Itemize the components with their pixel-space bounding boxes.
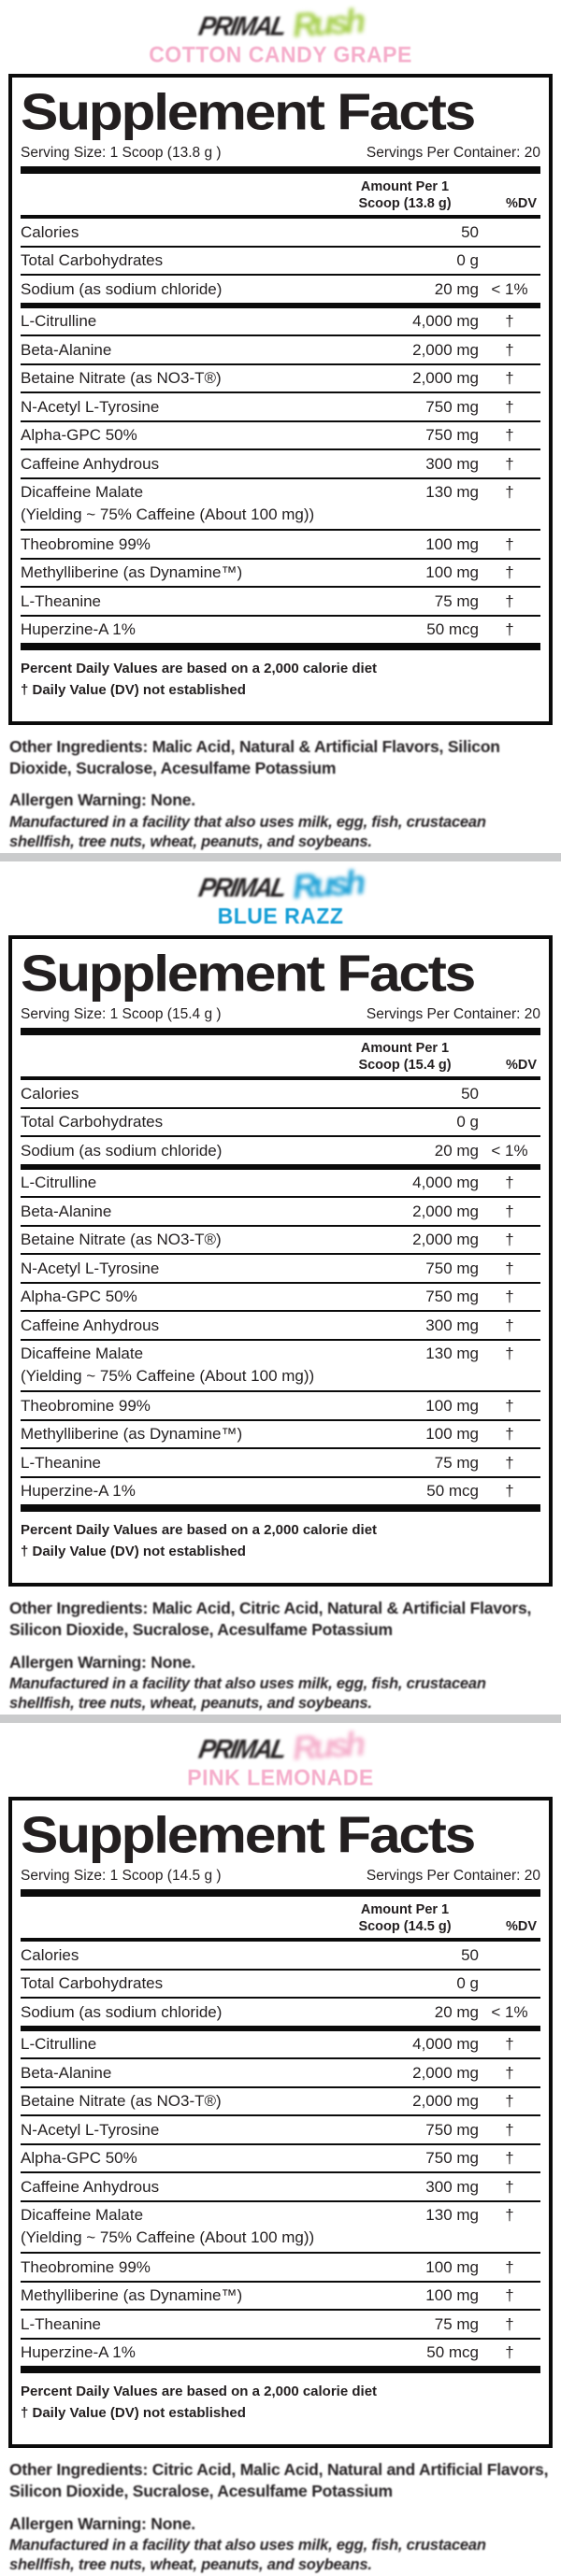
panel-pink-lemonade [0, 1723, 561, 2576]
manufactured-note: Manufactured in a facility that also uses milk, egg, fish, crustacean shellfish, tree nuts, wheat, peanuts, and soybeans. [9, 813, 486, 851]
label-footer [9, 1598, 552, 1715]
ingredient-name: Theobromine 99% [21, 2257, 151, 2276]
ingredient-name: Caffeine Anhydrous [21, 2177, 160, 2196]
table-row [21, 1392, 540, 1421]
table-row [21, 1312, 540, 1341]
amount-header-line1: Amount Per 1 [360, 1041, 450, 1057]
footnote-dv: Percent Daily Values are based on a 2,000 calorie diet [21, 1522, 378, 1539]
amount-header-line2: Scoop (13.8 g) [358, 196, 452, 212]
ingredient-dv: † [505, 454, 514, 473]
serving-info-row [21, 1006, 540, 1028]
ingredient-amount: 130 mg [425, 1345, 479, 1363]
table-row [21, 1137, 540, 1170]
ingredient-name: Beta-Alanine [21, 340, 112, 359]
table-row [21, 1284, 540, 1313]
thick-rule [21, 2366, 540, 2373]
supplement-facts-title: Supplement Facts [21, 945, 475, 1003]
table-row [21, 1109, 540, 1138]
supplement-facts-title: Supplement Facts [21, 83, 475, 141]
ingredient-amount: 750 mg [425, 2149, 479, 2168]
ingredient-dv: † [505, 2035, 514, 2054]
ingredient-name: Huperzine-A 1% [21, 2343, 136, 2362]
ingredient-dv: † [505, 2063, 514, 2082]
ingredient-dv: † [505, 534, 514, 553]
ingredient-dv: † [505, 426, 514, 445]
thick-rule [21, 643, 540, 650]
supplement-rows [21, 1080, 540, 1504]
ingredient-amount: 50 [461, 1945, 479, 1964]
table-row [21, 1971, 540, 2000]
ingredient-amount: 0 g [456, 251, 479, 270]
supplement-rows [21, 219, 540, 643]
table-row [21, 2088, 540, 2117]
manufactured-note: Manufactured in a facility that also uses milk, egg, fish, crustacean shellfish, tree nuts, wheat, peanuts, and soybeans. [9, 2536, 486, 2574]
ingredient-amount: 2,000 mg [412, 340, 479, 359]
supplement-facts-box [8, 935, 553, 1587]
ingredient-name: L-Theanine [21, 591, 102, 610]
table-row [21, 1255, 540, 1284]
column-header-row [21, 1035, 540, 1076]
ingredient-amount: 2,000 mg [412, 369, 479, 388]
table-row [21, 365, 540, 394]
serving-size: Serving Size: 1 Scoop (15.4 g ) [21, 1006, 222, 1023]
panel-divider [0, 853, 561, 861]
flavor-title: COTTON CANDY GRAPE [149, 41, 412, 67]
ingredient-dv: † [505, 1316, 514, 1334]
supplement-rows [21, 1942, 540, 2366]
serving-info-row [21, 1868, 540, 1889]
panel-divider [0, 1715, 561, 1723]
ingredient-name: N-Acetyl L-Tyrosine [21, 2120, 160, 2139]
ingredient-amount: 0 g [456, 1113, 479, 1131]
ingredient-name: Caffeine Anhydrous [21, 454, 160, 473]
serving-info-row [21, 145, 540, 166]
dv-column-header: %DV [505, 1919, 537, 1935]
panel-blue-razz [0, 861, 561, 1715]
ingredient-amount: 100 mg [425, 1396, 479, 1415]
table-row [21, 1942, 540, 1971]
supplement-facts-title: Supplement Facts [21, 1806, 475, 1864]
supplement-facts-box [8, 74, 553, 725]
other-ingredients: Other Ingredients: Malic Acid, Natural & Artificial Flavors, Silicon Dioxide, Sucralose, Acesulfame Potassium [9, 737, 500, 778]
footnotes [21, 650, 540, 716]
ingredient-dv: † [505, 1482, 514, 1501]
ingredient-name: Alpha-GPC 50% [21, 1288, 137, 1306]
ingredient-dv: < 1% [491, 2002, 528, 2021]
ingredient-amount: 20 mg [434, 1141, 479, 1160]
table-row [21, 560, 540, 589]
ingredient-amount: 4,000 mg [412, 312, 479, 331]
ingredient-dv: † [505, 620, 514, 639]
ingredient-dv: † [505, 369, 514, 388]
ingredient-dv: < 1% [491, 1141, 528, 1160]
ingredient-amount: 100 mg [425, 563, 479, 582]
table-row [21, 393, 540, 422]
ingredient-name: L-Citrulline [21, 312, 97, 331]
table-row [21, 1198, 540, 1227]
ingredient-amount: 2,000 mg [412, 1231, 479, 1249]
ingredient-name: Betaine Nitrate (as NO3-T®) [21, 1231, 222, 1249]
ingredient-amount: 50 mcg [426, 620, 479, 639]
allergen-warning: Allergen Warning: None. [9, 1652, 195, 1672]
ingredient-name: Total Carbohydrates [21, 1974, 164, 1993]
ingredient-dv: † [505, 591, 514, 610]
ingredient-amount: 20 mg [434, 2002, 479, 2021]
amount-header-line1: Amount Per 1 [360, 179, 450, 194]
ingredient-dv: † [505, 1396, 514, 1415]
ingredient-amount: 2,000 mg [412, 2092, 479, 2111]
table-row [21, 479, 540, 532]
ingredient-name: Betaine Nitrate (as NO3-T®) [21, 369, 222, 388]
ingredient-name: Dicaffeine Malate [21, 2206, 144, 2225]
ingredient-name: N-Acetyl L-Tyrosine [21, 397, 160, 416]
allergen-warning: Allergen Warning: None. [9, 790, 195, 810]
table-row [21, 2254, 540, 2283]
ingredient-subtext: (Yielding ~ 75% Caffeine (About 100 mg)) [21, 1367, 315, 1386]
ingredient-name: Theobromine 99% [21, 534, 151, 553]
ingredient-name: Huperzine-A 1% [21, 1482, 136, 1501]
ingredient-dv: † [505, 1453, 514, 1472]
ingredient-amount: 2,000 mg [412, 1202, 479, 1220]
ingredient-dv: < 1% [491, 279, 528, 298]
ingredient-name: Alpha-GPC 50% [21, 2149, 137, 2168]
table-row [21, 2173, 540, 2202]
amount-column-header [335, 1901, 475, 1935]
amount-column-header [335, 178, 475, 212]
ingredient-name: Methylliberine (as Dynamine™) [21, 1425, 243, 1444]
panel-cotton-candy-grape [0, 0, 561, 853]
ingredient-dv: † [505, 2314, 514, 2333]
ingredient-name: Betaine Nitrate (as NO3-T®) [21, 2092, 222, 2111]
ingredient-dv: † [505, 2206, 514, 2225]
ingredient-amount: 300 mg [425, 2177, 479, 2196]
flavor-title: PINK LEMONADE [187, 1764, 374, 1790]
table-row [21, 1080, 540, 1109]
ingredient-amount: 50 [461, 222, 479, 241]
amount-header-line2: Scoop (15.4 g) [358, 1058, 452, 1074]
brand-wordmark: PRIMAL [196, 873, 288, 903]
table-row [21, 248, 540, 277]
supplement-facts-box [8, 1797, 553, 2448]
thick-rule [21, 1889, 540, 1897]
table-row [21, 2116, 540, 2145]
ingredient-dv: † [505, 2257, 514, 2276]
ingredient-name: Calories [21, 1084, 79, 1103]
ingredient-subtext: (Yielding ~ 75% Caffeine (About 100 mg)) [21, 2228, 315, 2247]
table-row [21, 2145, 540, 2174]
amount-header-line2: Scoop (14.5 g) [358, 1919, 452, 1935]
ingredient-amount: 75 mg [434, 1453, 479, 1472]
table-row [21, 1170, 540, 1199]
thick-rule [21, 166, 540, 174]
brand-script-word: Rush [291, 1724, 364, 1768]
ingredient-dv: † [505, 340, 514, 359]
ingredient-name: L-Theanine [21, 2314, 102, 2333]
brand-logo [0, 1724, 561, 1768]
servings-per-container: Servings Per Container: 20 [366, 145, 540, 161]
column-header-row [21, 174, 540, 215]
ingredient-name: Methylliberine (as Dynamine™) [21, 563, 243, 582]
ingredient-name: Dicaffeine Malate [21, 483, 144, 502]
ingredient-amount: 50 mcg [426, 1482, 479, 1501]
ingredient-amount: 75 mg [434, 591, 479, 610]
table-row [21, 336, 540, 365]
ingredient-amount: 750 mg [425, 2120, 479, 2139]
table-row [21, 588, 540, 617]
footnote-dv: Percent Daily Values are based on a 2,000 calorie diet [21, 2384, 378, 2400]
table-row [21, 1421, 540, 1450]
serving-size: Serving Size: 1 Scoop (14.5 g ) [21, 1868, 222, 1885]
ingredient-dv: † [505, 1425, 514, 1444]
ingredient-name: Alpha-GPC 50% [21, 426, 137, 445]
ingredient-dv: † [505, 1259, 514, 1277]
brand-script-word: Rush [291, 1, 364, 45]
ingredient-dv: † [505, 397, 514, 416]
table-row [21, 1999, 540, 2031]
ingredient-amount: 130 mg [425, 2206, 479, 2225]
ingredient-dv: † [505, 1202, 514, 1220]
ingredient-amount: 4,000 mg [412, 2035, 479, 2054]
ingredient-name: Sodium (as sodium chloride) [21, 1141, 223, 1160]
ingredient-name: L-Theanine [21, 1453, 102, 1472]
ingredient-amount: 130 mg [425, 483, 479, 502]
table-row [21, 2202, 540, 2255]
ingredient-dv: † [505, 2286, 514, 2305]
brand-logo [0, 862, 561, 906]
amount-header-line1: Amount Per 1 [360, 1902, 450, 1918]
ingredient-dv: † [505, 2120, 514, 2139]
column-header-row [21, 1897, 540, 1938]
ingredient-dv: † [505, 312, 514, 331]
table-row [21, 1227, 540, 1256]
ingredient-amount: 100 mg [425, 1425, 479, 1444]
ingredient-amount: 750 mg [425, 397, 479, 416]
ingredient-amount: 100 mg [425, 534, 479, 553]
dv-column-header: %DV [505, 1058, 537, 1074]
footnote-dagger: † Daily Value (DV) not established [21, 2404, 246, 2421]
table-row [21, 219, 540, 248]
ingredient-name: Sodium (as sodium chloride) [21, 279, 223, 298]
ingredient-name: Caffeine Anhydrous [21, 1316, 160, 1334]
servings-per-container: Servings Per Container: 20 [366, 1868, 540, 1885]
flavor-title: BLUE RAZZ [217, 903, 344, 929]
ingredient-dv: † [505, 1231, 514, 1249]
ingredient-amount: 75 mg [434, 2314, 479, 2333]
footnote-dv: Percent Daily Values are based on a 2,000 calorie diet [21, 661, 378, 677]
brand-script-word: Rush [291, 862, 364, 906]
ingredient-dv: † [505, 2343, 514, 2362]
thick-rule [21, 1504, 540, 1512]
ingredient-dv: † [505, 1174, 514, 1192]
label-footer [9, 736, 552, 853]
amount-column-header [335, 1040, 475, 1074]
ingredient-amount: 300 mg [425, 1316, 479, 1334]
table-row [21, 308, 540, 337]
ingredient-dv: † [505, 1288, 514, 1306]
ingredient-dv: † [505, 483, 514, 502]
table-row [21, 450, 540, 479]
ingredient-name: Total Carbohydrates [21, 251, 164, 270]
dv-column-header: %DV [505, 196, 537, 212]
brand-logo [0, 1, 561, 45]
ingredient-amount: 20 mg [434, 279, 479, 298]
footnotes [21, 2373, 540, 2439]
ingredient-name: Huperzine-A 1% [21, 620, 136, 639]
allergen-warning: Allergen Warning: None. [9, 2513, 195, 2533]
ingredient-name: N-Acetyl L-Tyrosine [21, 1259, 160, 1277]
ingredient-dv: † [505, 563, 514, 582]
ingredient-subtext: (Yielding ~ 75% Caffeine (About 100 mg)) [21, 505, 315, 524]
ingredient-amount: 50 [461, 1084, 479, 1103]
ingredient-name: Beta-Alanine [21, 2063, 112, 2082]
footnote-dagger: † Daily Value (DV) not established [21, 681, 246, 698]
other-ingredients: Other Ingredients: Malic Acid, Citric Acid, Natural & Artificial Flavors, Silicon Dioxide, Sucralose, Acesulfame Potassium [9, 1599, 532, 1640]
brand-wordmark: PRIMAL [196, 11, 288, 41]
ingredient-dv: † [505, 1345, 514, 1363]
brand-wordmark: PRIMAL [196, 1734, 288, 1764]
ingredient-amount: 0 g [456, 1974, 479, 1993]
table-row [21, 2031, 540, 2060]
ingredient-dv: † [505, 2092, 514, 2111]
ingredient-name: Total Carbohydrates [21, 1113, 164, 1131]
ingredient-name: Methylliberine (as Dynamine™) [21, 2286, 243, 2305]
ingredient-name: Calories [21, 222, 79, 241]
manufactured-note: Manufactured in a facility that also uses milk, egg, fish, crustacean shellfish, tree nuts, wheat, peanuts, and soybeans. [9, 1674, 486, 1713]
table-row [21, 617, 540, 644]
ingredient-amount: 100 mg [425, 2286, 479, 2305]
table-row [21, 276, 540, 308]
table-row [21, 1341, 540, 1393]
table-row [21, 2283, 540, 2312]
ingredient-name: Beta-Alanine [21, 1202, 112, 1220]
ingredient-name: L-Citrulline [21, 2035, 97, 2054]
ingredient-amount: 300 mg [425, 454, 479, 473]
label-footer [9, 2459, 552, 2576]
table-row [21, 531, 540, 560]
table-row [21, 1449, 540, 1478]
ingredient-amount: 4,000 mg [412, 1174, 479, 1192]
table-row [21, 2059, 540, 2088]
footnote-dagger: † Daily Value (DV) not established [21, 1543, 246, 1559]
footnotes [21, 1512, 540, 1577]
ingredient-name: L-Citrulline [21, 1174, 97, 1192]
ingredient-amount: 750 mg [425, 1259, 479, 1277]
serving-size: Serving Size: 1 Scoop (13.8 g ) [21, 145, 222, 161]
table-row [21, 422, 540, 451]
table-row [21, 2340, 540, 2367]
ingredient-name: Dicaffeine Malate [21, 1345, 144, 1363]
table-row [21, 1478, 540, 1505]
ingredient-amount: 750 mg [425, 1288, 479, 1306]
ingredient-dv: † [505, 2177, 514, 2196]
ingredient-amount: 100 mg [425, 2257, 479, 2276]
ingredient-amount: 50 mcg [426, 2343, 479, 2362]
ingredient-amount: 2,000 mg [412, 2063, 479, 2082]
ingredient-name: Sodium (as sodium chloride) [21, 2002, 223, 2021]
ingredient-dv: † [505, 2149, 514, 2168]
ingredient-amount: 750 mg [425, 426, 479, 445]
table-row [21, 2311, 540, 2340]
other-ingredients: Other Ingredients: Citric Acid, Malic Acid, Natural and Artificial Flavors, Silicon Dioxide, Sucralose, Acesulfame Potassium [9, 2460, 549, 2501]
thick-rule [21, 1028, 540, 1035]
ingredient-name: Theobromine 99% [21, 1396, 151, 1415]
ingredient-name: Calories [21, 1945, 79, 1964]
servings-per-container: Servings Per Container: 20 [366, 1006, 540, 1023]
